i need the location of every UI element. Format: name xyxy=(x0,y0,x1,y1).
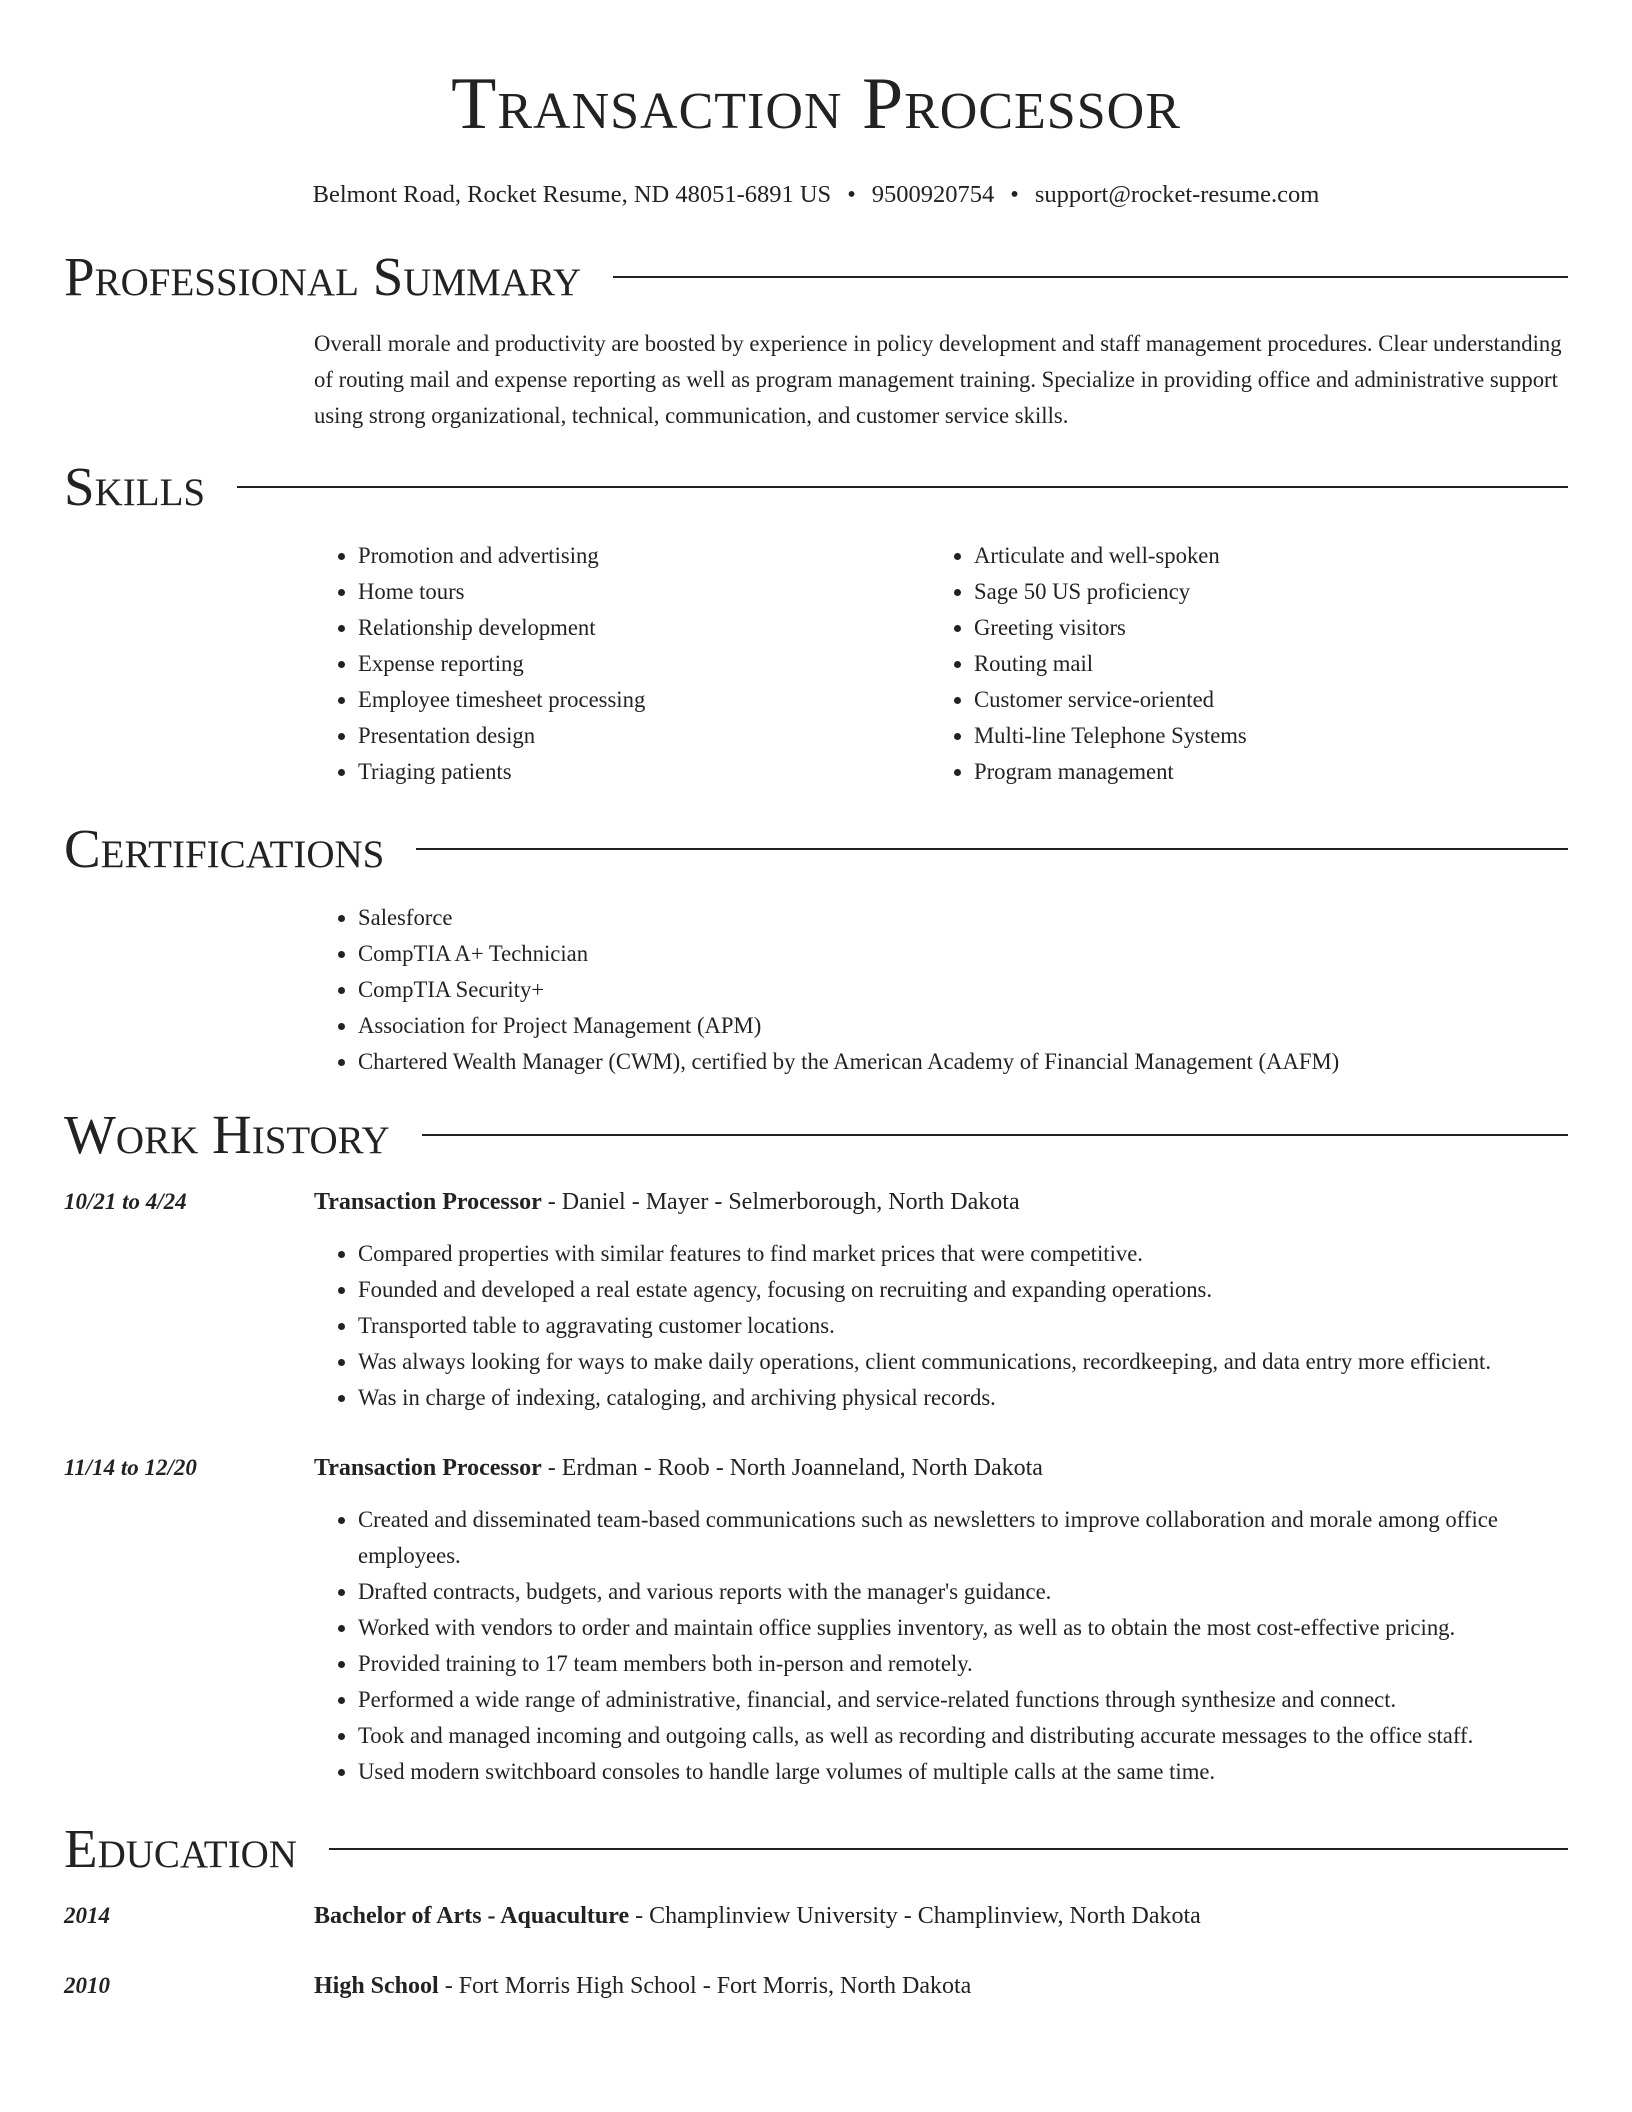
work-history-section xyxy=(64,1098,1568,1790)
job-role: Transaction Processor xyxy=(314,1189,542,1215)
certifications-section xyxy=(64,812,1568,1080)
certification-item: • CompTIA Security+ xyxy=(358,972,1568,1008)
job-header xyxy=(64,1450,1568,1486)
job-entry xyxy=(64,1450,1568,1790)
skills-column-left xyxy=(314,538,930,790)
section-title: Work History xyxy=(64,1104,390,1165)
section-title: Professional Summary xyxy=(64,246,582,307)
job-bullet: • Transported table to aggravating customer locations. xyxy=(358,1308,1568,1344)
section-title: Skills xyxy=(64,456,206,517)
job-bullet: • Was always looking for ways to make daily operations, client communications, recordkeeping, and data entry more efficient. xyxy=(358,1344,1568,1380)
contact-line xyxy=(64,180,1568,210)
education-line xyxy=(314,1898,1201,1934)
section-title: Certifications xyxy=(64,818,385,879)
job-bullet: • Took and managed incoming and outgoing calls, as well as recording and distributing accurate messages to the office staff. xyxy=(358,1718,1568,1754)
job-bullet: • Used modern switchboard consoles to handle large volumes of multiple calls at the same time. xyxy=(358,1754,1568,1790)
section-rule xyxy=(416,848,1568,850)
skill-item: • Promotion and advertising xyxy=(358,538,930,574)
section-rule xyxy=(237,486,1568,488)
skill-item: • Sage 50 US proficiency xyxy=(974,574,1546,610)
contact-separator: • xyxy=(1010,181,1019,208)
job-bullet: • Created and disseminated team-based communications such as newsletters to improve collaboration and morale among office employees. xyxy=(358,1502,1568,1574)
education-entry xyxy=(64,1898,1568,1934)
job-bullet: • Drafted contracts, budgets, and various reports with the manager's guidance. xyxy=(358,1574,1568,1610)
job-dates: 10/21 to 4/24 xyxy=(64,1189,187,1214)
section-rule xyxy=(422,1134,1568,1136)
education-line xyxy=(314,1968,971,2004)
education-entry xyxy=(64,1968,1568,2004)
summary-section xyxy=(64,240,1568,434)
job-bullet: • Provided training to 17 team members both in-person and remotely. xyxy=(358,1646,1568,1682)
section-header xyxy=(64,450,1568,524)
section-header xyxy=(64,240,1568,314)
job-bullets xyxy=(314,1502,1568,1790)
job-dates: 11/14 to 12/20 xyxy=(64,1455,197,1480)
certification-item: • Salesforce xyxy=(358,900,1568,936)
contact-phone: 9500920754 xyxy=(871,181,995,208)
job-bullet: • Compared properties with similar features to find market prices that were competitive. xyxy=(358,1236,1568,1272)
certifications-list xyxy=(314,900,1568,1080)
job-role: Transaction Processor xyxy=(314,1455,542,1481)
skill-item: • Expense reporting xyxy=(358,646,930,682)
education-details: - Fort Morris High School - Fort Morris, North Dakota xyxy=(438,1973,972,1999)
job-details: - Daniel - Mayer - Selmerborough, North Dakota xyxy=(541,1189,1020,1215)
section-header xyxy=(64,1812,1568,1886)
skills-column-right xyxy=(930,538,1546,790)
skills-grid xyxy=(314,538,1568,790)
job-title-line xyxy=(314,1184,1020,1220)
skill-item: • Routing mail xyxy=(974,646,1546,682)
certification-item: • Chartered Wealth Manager (CWM), certified by the American Academy of Financial Management (AAFM) xyxy=(358,1044,1568,1080)
job-title-line xyxy=(314,1450,1043,1486)
certification-item: • CompTIA A+ Technician xyxy=(358,936,1568,972)
skill-item: • Presentation design xyxy=(358,718,930,754)
section-header xyxy=(64,1098,1568,1172)
summary-text: Overall morale and productivity are boosted by experience in policy development and staff management procedures. Clear understanding of routing mail and expense reporting as well as program management training. Specialize in providing office and administrative support using strong organizational, technical, communication, and customer service skills. xyxy=(314,331,1562,428)
education-degree: High School xyxy=(314,1973,439,1999)
job-header xyxy=(64,1184,1568,1220)
skill-item: • Greeting visitors xyxy=(974,610,1546,646)
certification-item: • Association for Project Management (APM) xyxy=(358,1008,1568,1044)
skill-item: • Customer service-oriented xyxy=(974,682,1546,718)
skill-item: • Employee timesheet processing xyxy=(358,682,930,718)
job-bullet: • Performed a wide range of administrative, financial, and service-related functions through synthesize and connect. xyxy=(358,1682,1568,1718)
skill-item: • Triaging patients xyxy=(358,754,930,790)
contact-email: support@rocket-resume.com xyxy=(1034,181,1320,208)
job-bullet: • Was in charge of indexing, cataloging, and archiving physical records. xyxy=(358,1380,1568,1416)
contact-address: Belmont Road, Rocket Resume, ND 48051-6891 US xyxy=(312,181,832,208)
job-bullets xyxy=(314,1236,1568,1416)
education-year: 2010 xyxy=(64,1973,110,1998)
skills-section xyxy=(64,450,1568,790)
job-entry xyxy=(64,1184,1568,1416)
section-rule xyxy=(329,1848,1568,1850)
section-header xyxy=(64,812,1568,886)
skill-item: • Articulate and well-spoken xyxy=(974,538,1546,574)
resume-name: Transaction Processor xyxy=(451,63,1181,145)
skill-item: • Multi-line Telephone Systems xyxy=(974,718,1546,754)
section-rule xyxy=(613,276,1568,278)
skill-item: • Program management xyxy=(974,754,1546,790)
education-section xyxy=(64,1812,1568,2004)
education-year: 2014 xyxy=(64,1903,110,1928)
education-details: - Champlinview University - Champlinview, North Dakota xyxy=(629,1903,1201,1929)
skill-item: • Home tours xyxy=(358,574,930,610)
section-title: Education xyxy=(64,1818,297,1879)
education-degree: Bachelor of Arts - Aquaculture xyxy=(314,1903,630,1929)
job-details: - Erdman - Roob - North Joanneland, North Dakota xyxy=(541,1455,1043,1481)
job-bullet: • Founded and developed a real estate agency, focusing on recruiting and expanding operations. xyxy=(358,1272,1568,1308)
job-bullet: • Worked with vendors to order and maintain office supplies inventory, as well as to obtain the most cost-effective pricing. xyxy=(358,1610,1568,1646)
skill-item: • Relationship development xyxy=(358,610,930,646)
contact-separator: • xyxy=(847,181,856,208)
